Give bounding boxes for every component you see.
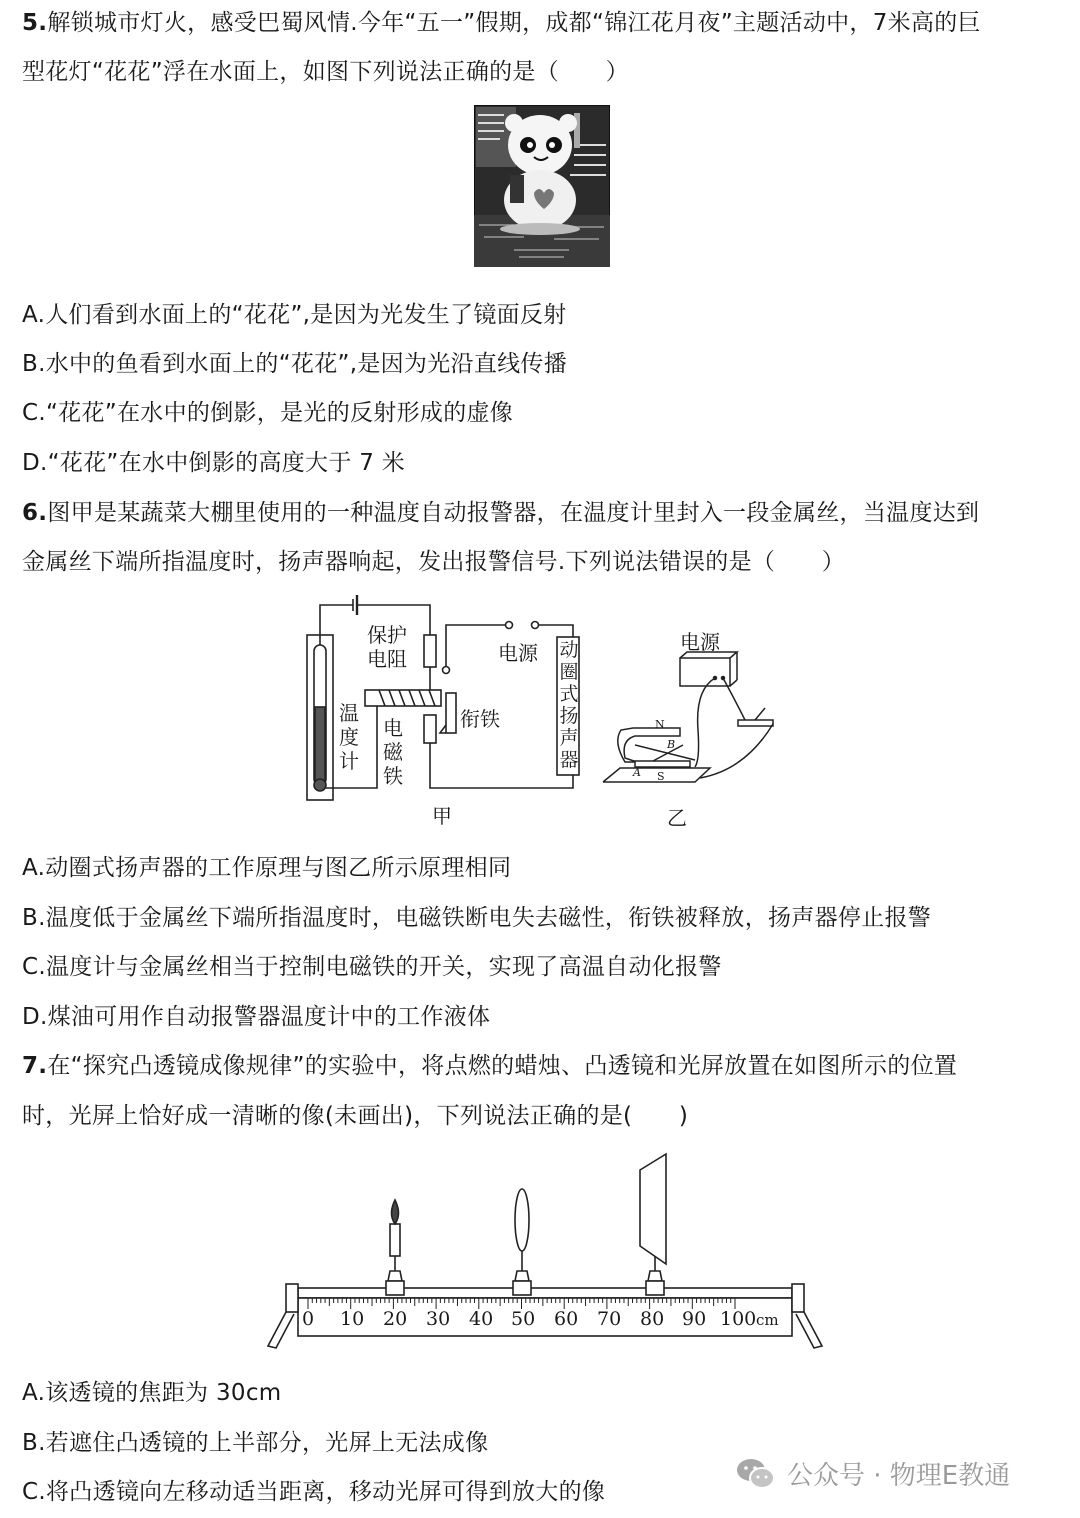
tick-label-20: 20	[383, 1308, 408, 1330]
thermometer-label: 温 度 计	[339, 701, 359, 773]
question-5-option-a: A.人们看到水面上的“花花”,是因为光发生了镜面反射	[22, 302, 567, 328]
question-6-option-d: D.煤油可用作自动报警器温度计中的工作液体	[22, 1004, 491, 1030]
alarm-circuit-diagram	[295, 595, 595, 830]
optical-bench-diagram	[262, 1148, 828, 1353]
tick-label-10: 10	[340, 1308, 365, 1330]
question-5-option-c: C.“花花”在水中的倒影，是光的反射形成的虚像	[22, 400, 514, 426]
question-7-option-b: B.若遮住凸透镜的上半部分，光屏上无法成像	[22, 1430, 489, 1456]
tick-label-50: 50	[511, 1308, 536, 1330]
tick-label-30: 30	[426, 1308, 451, 1330]
question-5-option-d: D.“花花”在水中倒影的高度大于 7 米	[22, 450, 406, 476]
tick-label-80: 80	[640, 1308, 665, 1330]
ruler-labels	[262, 1308, 828, 1334]
question-5-option-b: B.水中的鱼看到水面上的“花花”,是因为光沿直线传播	[22, 351, 568, 377]
power-label: 电源	[498, 641, 538, 665]
question-7-stem-line-2: 时，光屏上恰好成一清晰的像(未画出)，下列说法正确的是( )	[22, 1103, 689, 1129]
point-a-label: A	[633, 766, 641, 779]
motor-principle-diagram	[595, 620, 795, 830]
figure-caption-jia: 甲	[432, 804, 452, 828]
speaker-label: 动 圈 式 扬 声 器	[559, 639, 579, 771]
question-7-stem-line-1: 7.在“探究凸透镜成像规律”的实验中，将点燃的蜡烛、凸透镜和光屏放置在如图所示的位置	[22, 1053, 958, 1079]
question-5-stem-line-1: 5.解锁城市灯火，感受巴蜀风情.今年“五一”假期，成都“锦江花月夜”主题活动中，7米高的巨	[22, 10, 981, 36]
armature-label: 衔铁	[460, 707, 500, 731]
north-pole-label: N	[655, 718, 665, 731]
question-6-option-c: C.温度计与金属丝相当于控制电磁铁的开关，实现了高温自动化报警	[22, 954, 722, 980]
panda-lantern-photo	[474, 105, 610, 267]
tick-label-60: 60	[554, 1308, 579, 1330]
tick-label-90: 90	[682, 1308, 707, 1330]
question-number: 6.	[22, 500, 48, 526]
power-supply-label: 电源	[680, 630, 720, 654]
tick-label-40: 40	[469, 1308, 494, 1330]
question-number: 7.	[22, 1053, 48, 1079]
question-6-option-a: A.动圈式扬声器的工作原理与图乙所示原理相同	[22, 855, 512, 881]
question-6-option-b: B.温度低于金属丝下端所指温度时，电磁铁断电失去磁性，衔铁被释放，扬声器停止报警	[22, 905, 932, 931]
south-pole-label: S	[657, 770, 665, 783]
electromagnet-label: 电 磁 铁	[383, 716, 403, 788]
protect-resistor-label: 保护 电阻	[367, 623, 407, 671]
point-b-label: B	[667, 738, 676, 751]
wechat-icon	[735, 1456, 777, 1492]
question-6-stem-line-2: 金属丝下端所指温度时，扬声器响起，发出报警信号.下列说法错误的是（ ）	[22, 549, 846, 575]
question-7-option-c: C.将凸透镜向左移动适当距离，移动光屏可得到放大的像	[22, 1479, 606, 1505]
tick-label-0: 0	[302, 1308, 315, 1330]
tick-label-100: 100	[720, 1308, 757, 1330]
unit-label: cm	[756, 1311, 779, 1329]
watermark	[735, 1455, 1010, 1492]
question-7-option-a: A.该透镜的焦距为 30cm	[22, 1380, 282, 1406]
question-5-stem-line-2: 型花灯“花花”浮在水面上，如图下列说法正确的是（ ）	[22, 59, 629, 85]
figure-caption-yi: 乙	[667, 806, 687, 830]
question-number: 5.	[22, 10, 48, 36]
question-6-stem-line-1: 6.图甲是某蔬菜大棚里使用的一种温度自动报警器，在温度计里封入一段金属丝，当温度达到	[22, 500, 980, 526]
watermark-text: 公众号 · 物理E教通	[787, 1461, 1011, 1491]
tick-label-70: 70	[597, 1308, 622, 1330]
